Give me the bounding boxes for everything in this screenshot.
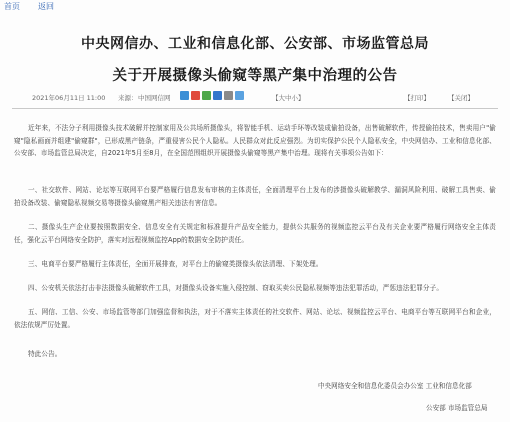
- print-button[interactable]: 【打印】: [404, 94, 430, 102]
- article-meta: [0, 93, 510, 105]
- signature-line2: 公安部 市场监管总局: [426, 404, 488, 412]
- article-title-line2: 关于开展摄像头偷窥等黑产集中治理的公告: [112, 68, 398, 84]
- article-title-line1: 中央网信办、工业和信息化部、公安部、市场监管总局: [81, 36, 429, 52]
- share-icon-4[interactable]: [213, 91, 222, 100]
- paragraph-5: 五、网信、工信、公安、市场监管等部门加强监督和执法，对于不落实主体责任的社交软件、网站、论坛、视频监控云平台、电商平台等互联网平台和企业，依法依规严厉处置。: [14, 308, 496, 329]
- share-icon-6[interactable]: [235, 91, 244, 100]
- nav-back-link[interactable]: 返回: [38, 2, 54, 11]
- source-label: 来源：: [118, 94, 138, 102]
- share-icon-3[interactable]: [202, 91, 211, 100]
- nav-home-link[interactable]: 首页: [4, 2, 20, 11]
- paragraph-intro: 近年来，不法分子利用摄像头技术破解并控制家用及公共场所摄像头，将智能手机、运动手环等改装成偷拍设备，出售破解软件，传授偷拍技术，售卖用户"偷窥"隐私画面并组建"偷窥群"，已形成黑产链条，严重侵害公民个人隐私。人民群众对此反应强烈。为切实保护公民个人隐私安全，中央网信办、工业和信息化部、公安部、市场监管总局决定，自2021年5月至8月，在全国范围组织开展摄像头偷窥等黑产集中治理。现将有关事项公告如下：: [14, 124, 496, 157]
- font-size-controls[interactable]: 【大中小】: [272, 94, 305, 102]
- paragraph-2: 二、摄像头生产企业要按照数据安全、信息安全有关规定和标准提升产品安全能力，提供公共服务的视频监控云平台及有关企业要严格履行网络安全主体责任，强化云平台网络安全防护，落实对远程视频监控App的数据安全防护责任。: [14, 223, 496, 244]
- signature-line1: 中央网络安全和信息化委员会办公室 工业和信息化部: [318, 382, 472, 390]
- top-nav: [0, 0, 510, 14]
- close-button[interactable]: 【关闭】: [448, 94, 474, 102]
- share-icon-2[interactable]: [191, 91, 200, 100]
- source-name: 中国网信网: [138, 94, 171, 102]
- share-icon-1[interactable]: [180, 91, 189, 100]
- paragraph-closing: 特此公告。: [28, 350, 62, 358]
- paragraph-4: 四、公安机关依法打击非法摄像头破解软件工具，对摄像头设备实施入侵控制、窃取买卖公民隐私视频等违法犯罪活动，严惩违法犯罪分子。: [28, 284, 444, 292]
- paragraph-1: 一、社交软件、网站、论坛等互联网平台要严格履行信息发布审核的主体责任，全面清理平台上发布的涉摄像头破解教学、漏洞风险利用、破解工具售卖、偷拍设备改装、偷窥隐私视频交易等摄像头偷窥黑产相关违法有害信息。: [14, 186, 496, 207]
- paragraph-3: 三、电商平台要严格履行主体责任，全面开展排查，对平台上的偷窥类摄像头依法清理、下架处理。: [28, 260, 323, 268]
- header-divider: [12, 108, 498, 109]
- share-icon-5[interactable]: [224, 91, 233, 100]
- publish-date: 2021年06月11日 11:00: [32, 94, 106, 102]
